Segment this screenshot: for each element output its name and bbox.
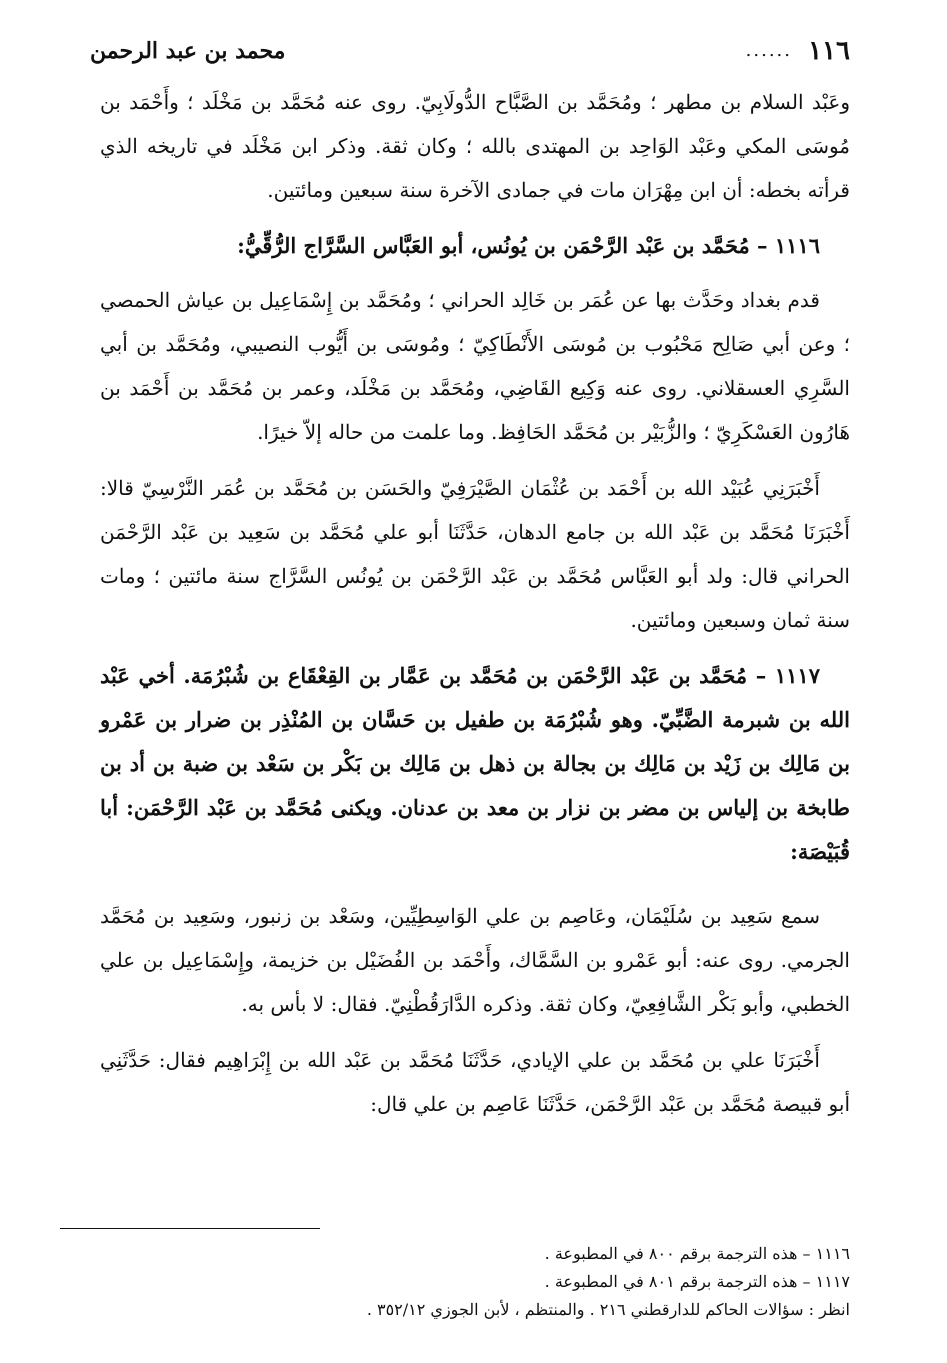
entry-1117-heading: ١١١٧ – مُحَمَّد بن عَبْد الرَّحْمَن بن مُحَمَّد بن عَمَّار بن القِعْقَاع بن شُبْرُمَة. أخي عَبْد الله بن شبرمة الضَّبِّيّ. وهو شُبْرُمَة بن طفيل بن حَسَّان بن المُنْذِر بن ضرار بن عَمْرو بن مَالِك بن زَيْد بن مَالِك بن بجالة بن ذهل بن مَالِك بن بَكْر بن سَعْد بن ضبة بن أد بن طابخة بن إلياس بن مضر بن نزار بن معد بن عدنان. ويكنى مُحَمَّد بن عَبْد الرَّحْمَن: أبا قُبَيْصَة:	[100, 663, 850, 864]
entry-1116-heading: ١١١٦ – مُحَمَّد بن عَبْد الرَّحْمَن بن يُونُس، أبو العَبَّاس السَّرَّاج الرُّقِّيُّ:	[237, 233, 820, 258]
running-title: محمد بن عبد الرحمن	[90, 38, 286, 64]
footnote-reference: انظر : سؤالات الحاكم للدارقطني ٢١٦ . والمنتظم ، لأبن الجوزي ٣٥٢/١٢ .	[366, 1300, 850, 1319]
header-dots: ......	[745, 40, 792, 61]
main-text	[100, 80, 850, 1138]
entry-1117-paragraph-1: سمع سَعِيد بن سُلَيْمَان، وعَاصِم بن علي الوَاسِطِيِّين، وسَعْد بن زنبور، وسَعِيد بن مُحَمَّد الجرمي. روى عنه: أبو عَمْرو بن السَّمَّاك، وأَحْمَد بن الفُضَيْل بن خزيمة، وإِسْمَاعِيل بن علي الخطبي، وأبو بَكْر الشَّافِعِيّ، وكان ثقة. وذكره الدَّارَقُطْنِيّ. فقال: لا بأس به.	[100, 904, 850, 1016]
entry-1117-paragraph-2: أَخْبَرَنَا علي بن مُحَمَّد بن علي الإيادي، حَدَّثَنَا مُحَمَّد بن عَبْد الله بن إِبْرَاهِيم فقال: حَدَّثَنِي أبو قبيصة مُحَمَّد بن عَبْد الرَّحْمَن، حَدَّثَنَا عَاصِم بن علي قال:	[100, 1048, 850, 1116]
footnote-divider	[60, 1228, 320, 1229]
footnote-1117: ١١١٧ – هذه الترجمة برقم ٨٠١ في المطبوعة .	[544, 1272, 850, 1291]
footnotes	[60, 1240, 850, 1324]
paragraph-continuation: وعَبْد السلام بن مطهر ؛ ومُحَمَّد بن الصَّبَّاح الدُّولَابِيّ. روى عنه مُحَمَّد بن مَخْلَد ؛ وأَحْمَد بن مُوسَى المكي وعَبْد الوَاحِد بن المهتدى بالله ؛ وكان ثقة. وذكر ابن مَخْلَد في تاريخه الذي قرأته بخطه: أن ابن مِهْرَان مات في جمادى الآخرة سنة سبعين ومائتين.	[100, 90, 850, 202]
entry-1116-paragraph-1: قدم بغداد وحَدَّث بها عن عُمَر بن خَالِد الحراني ؛ ومُحَمَّد بن إِسْمَاعِيل بن عياش الحمصي ؛ وعن أبي صَالِح مَحْبُوب بن مُوسَى الأَنْطَاكِيّ ؛ ومُوسَى بن أَيُّوب النصيبي، ومُحَمَّد بن أبي السَّرِي العسقلاني. روى عنه وَكِيع القَاضِي، ومُحَمَّد بن مَخْلَد، وعمر بن مُحَمَّد بن أَحْمَد بن هَارُون العَسْكَرِيّ ؛ والزُّبَيْر بن مُحَمَّد الحَافِظ. وما علمت من حاله إلاّ خيرًا.	[100, 288, 850, 444]
entry-1116-paragraph-2: أَخْبَرَنِي عُبَيْد الله بن أَحْمَد بن عُثْمَان الصَّيْرَفِيّ والحَسَن بن مُحَمَّد بن عُمَر النَّرْسِيّ قالا: أَخْبَرَنَا مُحَمَّد بن عَبْد الله بن جامع الدهان، حَدَّثَنَا أبو علي مُحَمَّد بن سَعِيد بن عَبْد الرَّحْمَن الحراني قال: ولد أبو العَبَّاس مُحَمَّد بن عَبْد الرَّحْمَن بن يُونُس السَّرَّاج سنة مائتين ؛ ومات سنة ثمان وسبعين ومائتين.	[100, 476, 850, 632]
book-page	[60, 30, 850, 1330]
page-header	[60, 30, 850, 74]
footnote-1116: ١١١٦ – هذه الترجمة برقم ٨٠٠ في المطبوعة .	[544, 1244, 850, 1263]
page-number: ١١٦	[808, 36, 850, 66]
